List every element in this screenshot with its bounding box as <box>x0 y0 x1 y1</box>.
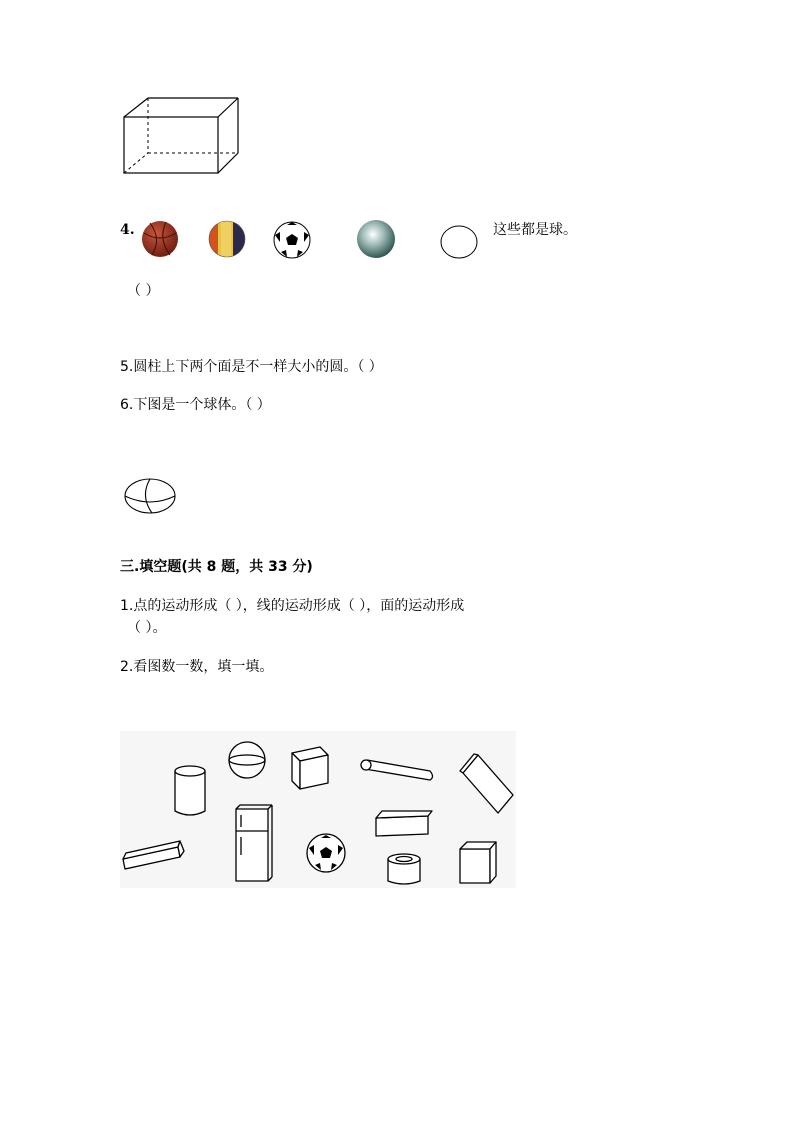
question-4-statement: 这些都是球。 <box>493 222 577 238</box>
glass-sphere-icon <box>356 219 396 259</box>
sphere-sketch-figure <box>122 476 178 516</box>
egg-shape-icon <box>439 224 479 260</box>
fill-question-2: 2.看图数一数，填一填。 <box>120 659 274 675</box>
soccer-ball-icon <box>272 220 312 260</box>
fill-question-1-line-2: （ ）。 <box>127 620 167 636</box>
objects-illustration <box>120 731 516 888</box>
question-5: 5.圆柱上下两个面是不一样大小的圆。（ ） <box>120 359 383 375</box>
fill-question-1-line-1: 1.点的运动形成（ ），线的运动形成（ ），面的运动形成 <box>120 598 465 614</box>
basketball-icon <box>140 219 180 259</box>
question-6: 6.下图是一个球体。（ ） <box>120 397 271 413</box>
question-4-number: 4. <box>120 222 135 238</box>
question-4-answer-blank: （ ） <box>127 283 160 299</box>
cuboid-figure <box>120 95 242 177</box>
section-3-heading: 三.填空题(共 8 题，共 33 分) <box>120 559 313 575</box>
beach-ball-icon <box>207 219 247 259</box>
